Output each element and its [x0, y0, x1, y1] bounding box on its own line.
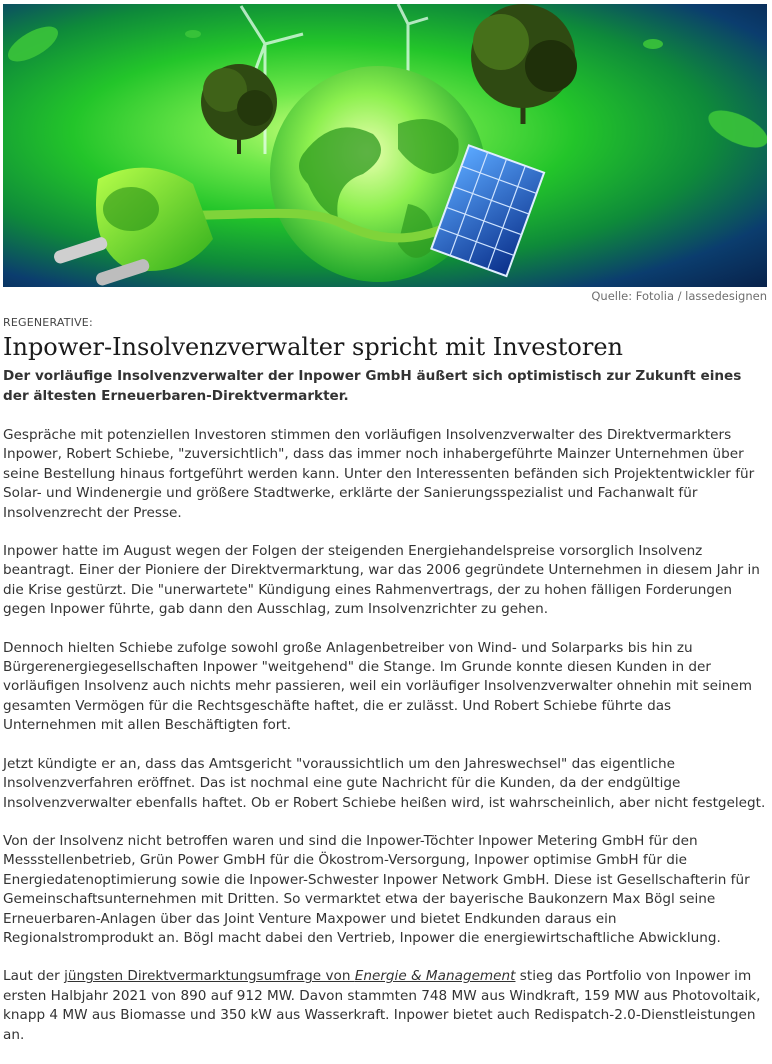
tree-icon	[471, 4, 577, 124]
article-headline: Inpower-Insolvenzverwalter spricht mit Investoren	[3, 333, 623, 361]
article-paragraph: Inpower hatte im August wegen der Folgen der steigenden Energiehandelspreise vorsorglich Insolvenz beantragt. Einer der Pioniere der Direktvermarktung, war das 2006 gegründete Unternehmen in diesem Jahr in die Krise gestürzt. Die "unerwartete" Kündigung eines Rahmenvertrags, der zu hohen fälligen Forderungen gegen Inpower führte, gab dann den Ausschlag, zum Insolvenzrichter zu gehen.	[3, 543, 760, 618]
paragraph-suffix: stieg das Portfolio von Inpower im ersten Halbjahr 2021 von 890 auf 912 MW. Davon stammten 748 MW aus Windkraft, 159 MW aus Photovoltaik, knapp 4 MW aus Biomasse und 350 kW aus Wasserkraft. Inpower bietet auch Redispatch-2.0-Dienstleistungen an.	[3, 968, 761, 1043]
survey-link-text: jüngsten Direktvermarktungsumfrage von	[64, 968, 355, 985]
article-paragraph: Gespräche mit potenziellen Investoren stimmen den vorläufigen Insolvenzverwalter des Direktvermarkters Inpower, Robert Schiebe, "zuversichtlich", dass das immer noch inhabergeführte Mainzer Unternehmen über seine Bestellung hinaus fortgeführt werden kann. Unter den Interessenten befänden sich Projektentwickler für Solar- und Windenergie und größere Stadtwerke, erklärte der Sanierungsspezialist und Fachanwalt für Insolvenzrecht der Presse.	[3, 427, 755, 521]
plug-icon	[52, 168, 213, 287]
paragraph-prefix: Laut der	[3, 968, 65, 985]
article-lead: Der vorläufige Insolvenzverwalter der Inpower GmbH äußert sich optimistisch zur Zukunft eines der ältesten Erneuerbaren-Direktvermarkter.	[3, 368, 742, 404]
article-kicker: REGENERATIVE:	[3, 316, 93, 329]
article-paragraph: Von der Insolvenz nicht betroffen waren und sind die Inpower-Töchter Inpower Metering GmbH für den Messstellenbetrieb, Grün Power GmbH für die Ökostrom-Versorgung, Inpower optimise GmbH für die Energiedatenoptimierung sowie die Inpower-Schwester Inpower Network GmbH. Diese ist Gesellschafterin für Gemeinschaftsunternehmen mit Dritten. So vermarktet etwa der bayerische Baukonzern Max Bögl seine Erneuerbaren-Anlagen über das Joint Venture Maxpower und bietet Endkunden daraus ein Regionalstromprodukt an. Bögl macht dabei den Vertrieb, Inpower die energiewirtschaftliche Abwicklung.	[3, 832, 750, 946]
article-paragraph-last	[3, 967, 767, 1045]
article-body	[3, 426, 767, 1064]
survey-link-publication: Energie & Management	[354, 968, 516, 985]
article-paragraph: Dennoch hielten Schiebe zufolge sowohl große Anlagenbetreiber von Wind- und Solarparks bis hin zu Bürgerenergiegesellschaften Inpower "weitgehend" die Stange. Im Grunde konnte diesen Kunden in der vorläufigen Insolvenz auch nichts mehr passieren, weil ein vorläufiger Insolvenzverwalter ohnehin mit seinem gesamten Vermögen für die Rechtsgeschäfte haftet, die er zulässt. Und Robert Schiebe führte das Unternehmen mit allen Beschäftigten fort.	[3, 639, 753, 734]
hero-image	[3, 4, 767, 287]
survey-link[interactable]	[64, 968, 515, 984]
image-credit: Quelle: Fotolia / lassedesignen	[591, 289, 767, 303]
article-paragraph: Jetzt kündigte er an, dass das Amtsgericht "voraussichtlich um den Jahreswechsel" das eigentliche Insolvenzverfahren eröffnet. Das ist nochmal eine gute Nachricht für die Kunden, da der endgültige Insolvenzverwalter ebenfalls haftet. Ob er Robert Schiebe heißen wird, ist wahrscheinlich, aber nicht festgelegt.	[3, 755, 766, 811]
